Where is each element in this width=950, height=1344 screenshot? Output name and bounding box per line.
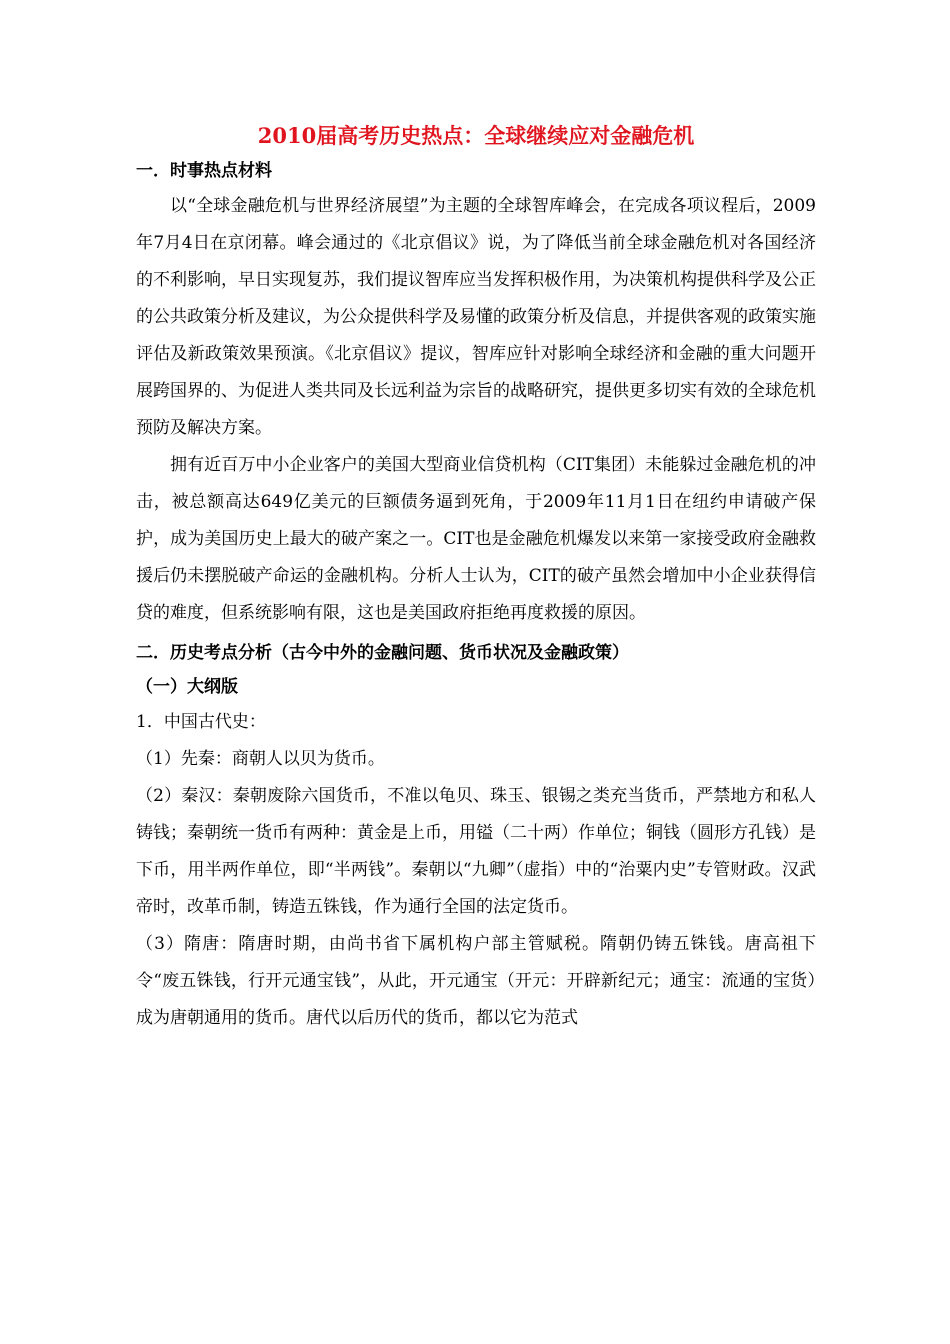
list-heading-ancient-china: 1．中国古代史： (136, 712, 266, 732)
page-title: 2010届高考历史热点：全球继续应对金融危机 (257, 123, 695, 148)
paragraph-cit-bankruptcy: 拥有近百万中小企业客户的美国大型商业信贷机构（CIT集团）未能躲过金融危机的冲击，被总额高达649亿美元的巨额债务逼到死角，于2009年11月1日在纽约申请破产保护，成为美国历史上最大的破产案之一。CIT也是金融危机爆发以来第一家接受政府金融救援后仍未摆脱破产命运的金融机构。分析人士认为，CIT的破产虽然会增加中小企业获得信贷的难度，但系统影响有限，这也是美国政府拒绝再度救援的原因。 (136, 455, 816, 623)
section-heading-history-analysis: 二．历史考点分析（古今中外的金融问题、货币状况及金融政策） (136, 643, 629, 663)
list-item-pre-qin: （1）先秦：商朝人以贝为货币。 (136, 749, 385, 769)
document-page (136, 118, 816, 1037)
list-item-qin-han: （2）秦汉：秦朝废除六国货币，不准以龟贝、珠玉、银锡之类充当货币，严禁地方和私人铸钱；秦朝统一货币有两种：黄金是上币，用镒（二十两）作单位；铜钱（圆形方孔钱）是下币，用半两作单位，即“半两钱”。秦朝以“九卿”（虚指）中的“治粟内史”专管财政。汉武帝时，改革币制，铸造五铢钱，作为通行全国的法定货币。 (136, 786, 816, 917)
section-heading-current-events: 一．时事热点材料 (136, 161, 272, 181)
list-item-sui-tang: （3）隋唐：隋唐时期，由尚书省下属机构户部主管赋税。隋朝仍铸五铢钱。唐高祖下令“废五铢钱，行开元通宝钱”，从此，开元通宝（开元：开辟新纪元；通宝：流通的宝货）成为唐朝通用的货币。唐代以后历代的货币，都以它为范式 (136, 934, 816, 1028)
subsection-heading-syllabus: （一）大纲版 (136, 677, 238, 697)
paragraph-beijing-initiative: 以“全球金融危机与世界经济展望”为主题的全球智库峰会，在完成各项议程后，2009年7月4日在京闭幕。峰会通过的《北京倡议》说，为了降低当前全球金融危机对各国经济的不利影响，早日实现复苏，我们提议智库应当发挥积极作用，为决策机构提供科学及公正的公共政策分析及建议，为公众提供科学及易懂的政策分析及信息，并提供客观的政策实施评估及新政策效果预演。《北京倡议》提议，智库应针对影响全球经济和金融的重大问题开展跨国界的、为促进人类共同及长远利益为宗旨的战略研究，提供更多切实有效的全球危机预防及解决方案。 (136, 196, 816, 438)
